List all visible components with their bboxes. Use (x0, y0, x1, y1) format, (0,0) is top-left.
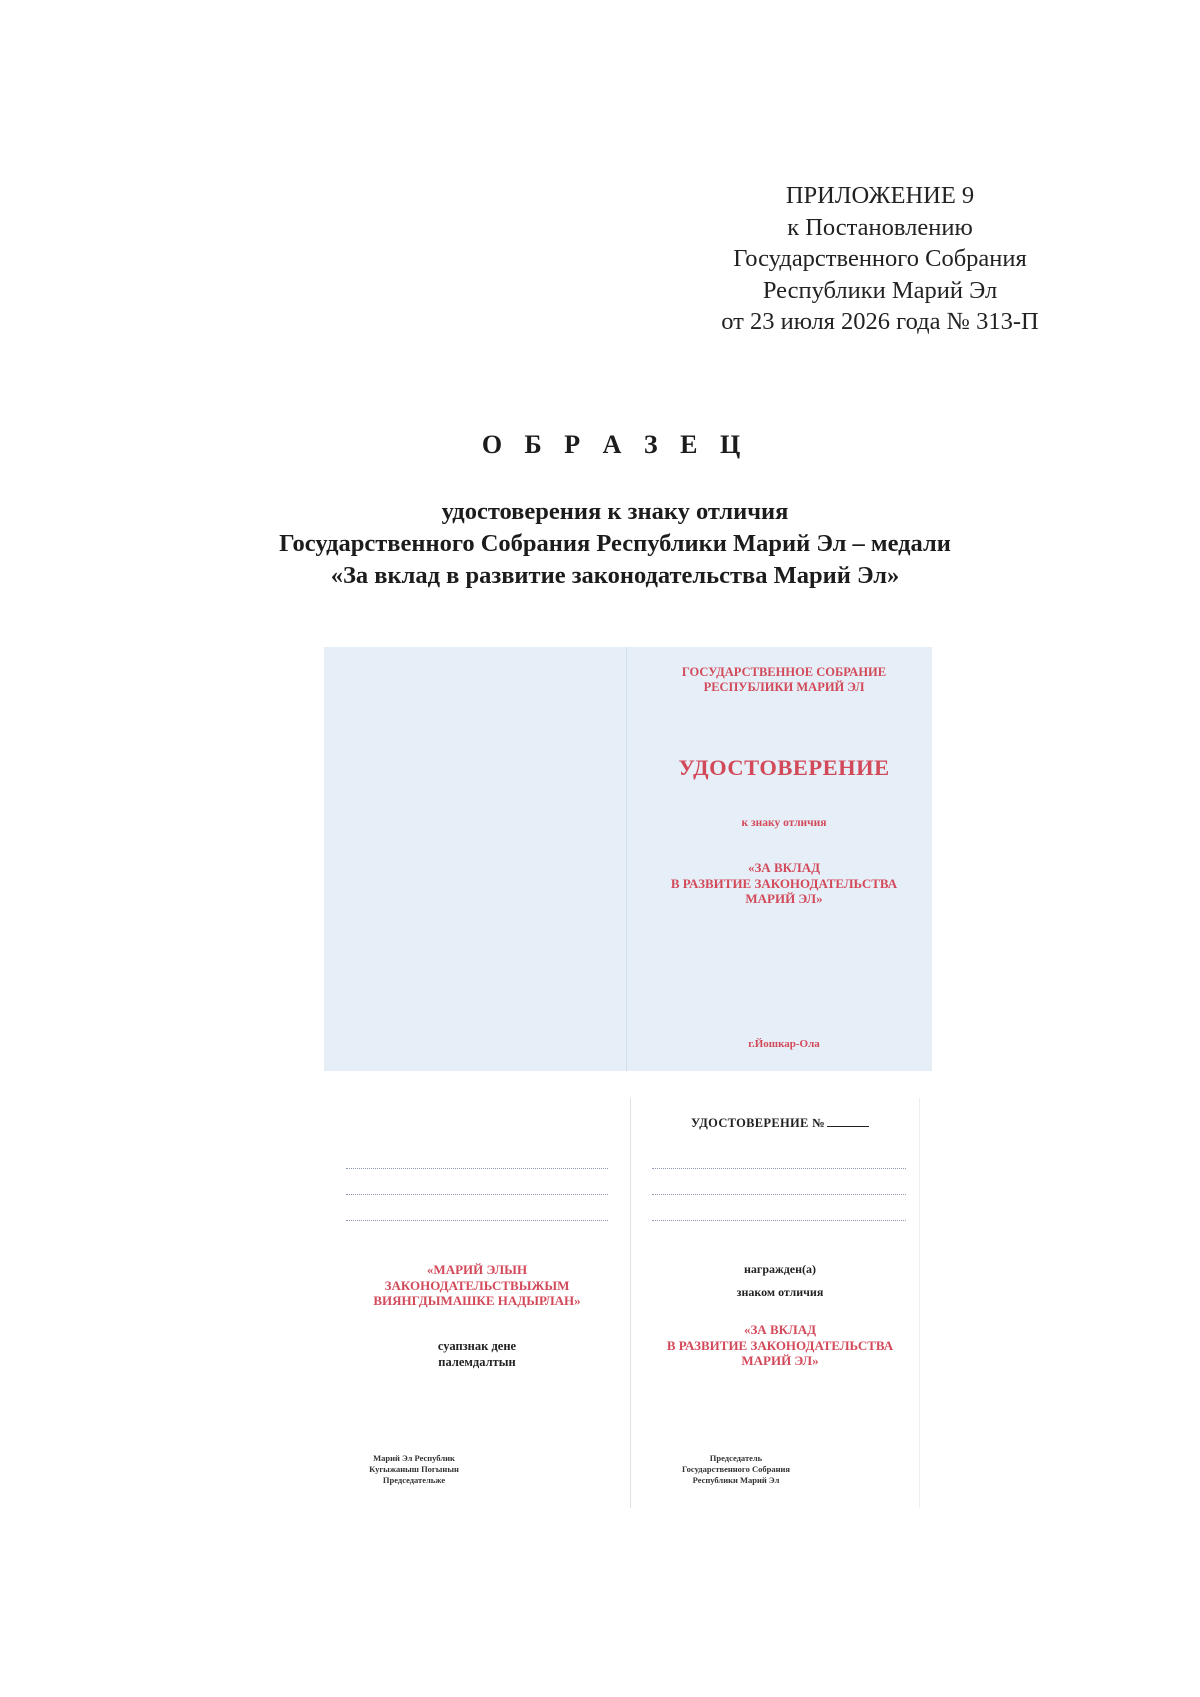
right-awarded-text (650, 1258, 910, 1304)
cover-title: УДОСТОВЕРЕНИЕ (678, 755, 890, 780)
subtitle-line: «За вклад в развитие законодательства Марий Эл» (330, 562, 900, 589)
left-grant-text (346, 1338, 608, 1370)
right-signature-line: Председатель (709, 1453, 763, 1463)
cover-city: г.Йошкар-Ола (748, 1038, 820, 1050)
cover-award-name (636, 860, 932, 907)
left-signature-line: Кугыжаныш Погынын (369, 1464, 459, 1474)
left-award-name (346, 1262, 608, 1309)
subtitle-line: удостоверения к знаку отличия (441, 498, 789, 525)
cover-org-line: ГОСУДАРСТВЕННОЕ СОБРАНИЕ (681, 665, 887, 679)
annex-line: ПРИЛОЖЕНИЕ 9 (785, 182, 975, 209)
certificate-number-title (650, 1116, 910, 1131)
left-fill-line (346, 1220, 608, 1221)
annex-line: Республики Марий Эл (762, 276, 998, 304)
cover-award-line: МАРИЙ ЭЛ» (745, 891, 823, 906)
left-fill-line (346, 1168, 608, 1169)
right-awarded-line: знаком отличия (736, 1285, 824, 1299)
left-award-line: ВИЯНГДЫМАШКЕ НАДЫРЛАН» (373, 1293, 581, 1308)
right-award-line: В РАЗВИТИЕ ЗАКОНОДАТЕЛЬСТВА (666, 1337, 894, 1353)
left-signature-block (344, 1453, 484, 1486)
cover-award-line: «ЗА ВКЛАД (747, 860, 821, 875)
annex-line: к Постановлению (787, 213, 973, 241)
left-grant-line: палемдалтын (438, 1355, 516, 1369)
left-award-line: ЗАКОНОДАТЕЛЬСТВЫЖЫМ (384, 1277, 570, 1293)
cover-subtitle: к знаку отличия (741, 817, 827, 829)
right-award-line: МАРИЙ ЭЛ» (741, 1353, 819, 1368)
document-heading: О Б Р А З Е Ц (481, 430, 749, 459)
cover-fold-divider (626, 647, 627, 1071)
cover-organization (636, 665, 932, 695)
annex-line: Государственного Собрания (733, 245, 1027, 272)
left-award-line: «МАРИЙ ЭЛЫН (426, 1262, 528, 1277)
right-signature-line: Республики Марий Эл (692, 1475, 780, 1485)
annex-block (690, 180, 1070, 338)
right-fill-line (652, 1194, 906, 1195)
document-subtitle (0, 496, 1200, 592)
left-signature-line: Марий Эл Республик (373, 1453, 455, 1463)
left-signature-line: Председательже (382, 1475, 446, 1485)
right-fill-line (652, 1220, 906, 1221)
inner-fold-divider (630, 1098, 631, 1508)
certificate-cover (324, 647, 932, 1071)
subtitle-line: Государственного Собрания Республики Марий Эл – медали (279, 530, 951, 557)
inner-right-edge (919, 1098, 920, 1508)
cover-award-line: В РАЗВИТИЕ ЗАКОНОДАТЕЛЬСТВА (670, 875, 898, 891)
right-fill-line (652, 1168, 906, 1169)
certificate-inner (324, 1098, 920, 1508)
left-fill-line (346, 1194, 608, 1195)
right-awarded-line: награжден(а) (743, 1262, 817, 1276)
right-signature-block (656, 1453, 816, 1486)
annex-line: от 23 июля 2026 года № 313-П (721, 308, 1039, 335)
right-award-name (650, 1322, 910, 1369)
right-award-line: «ЗА ВКЛАД (743, 1322, 817, 1337)
cover-org-line: РЕСПУБЛИКИ МАРИЙ ЭЛ (703, 680, 865, 694)
certificate-number-blank (827, 1126, 869, 1127)
left-grant-line: суапзнак дене (437, 1339, 517, 1353)
certificate-number-label: УДОСТОВЕРЕНИЕ № (691, 1116, 825, 1130)
right-signature-line: Государственного Собрания (682, 1464, 790, 1474)
